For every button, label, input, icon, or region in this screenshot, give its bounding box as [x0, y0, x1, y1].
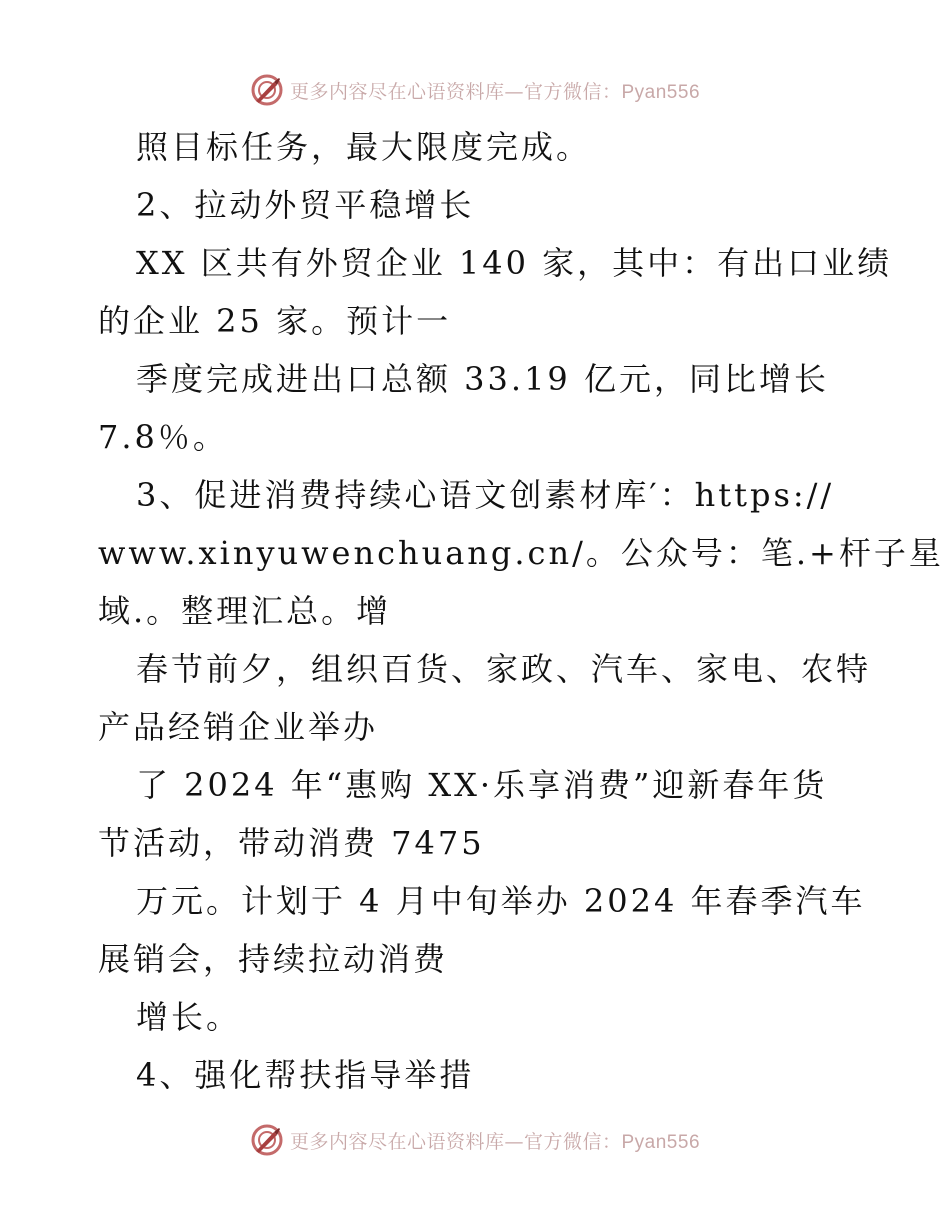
text-line: 产品经销企业举办 — [98, 708, 379, 746]
text-line: 3、促进消费持续心语文创素材库′：https:// — [136, 476, 835, 514]
header-watermark — [0, 70, 950, 110]
text-line: 增长。 — [136, 998, 242, 1036]
text-line: 展销会，持续拉动消费 — [98, 940, 449, 978]
pen-logo-icon — [250, 73, 284, 107]
text-line: 万元。计划于 4 月中旬举办 2024 年春季汽车 — [136, 882, 866, 920]
watermark-text: 更多内容尽在心语资料库—官方微信：Pyan556 — [289, 80, 701, 103]
text-line: 4、强化帮扶指导举措 — [136, 1056, 475, 1094]
text-line: 照目标任务，最大限度完成。 — [136, 128, 592, 166]
text-line: 了 2024 年“惠购 XX·乐享消费”迎新春年货 — [136, 766, 828, 804]
text-line: 季度完成进出口总额 33.19 亿元，同比增长 — [136, 360, 829, 398]
text-line: 域.。整理汇总。增 — [98, 592, 392, 630]
text-line: 春节前夕，组织百货、家政、汽车、家电、农特 — [136, 650, 872, 688]
footer-watermark — [0, 1120, 950, 1160]
text-line: www.xinyuwenchuang.cn/。公众号：笔.+杆子星 — [98, 534, 944, 572]
text-line: 7.8％。 — [98, 418, 228, 456]
pen-logo-icon — [250, 1123, 284, 1157]
text-line: XX 区共有外贸企业 140 家，其中：有出口业绩 — [136, 244, 893, 282]
document-body — [98, 118, 944, 1104]
watermark-text: 更多内容尽在心语资料库—官方微信：Pyan556 — [289, 1130, 701, 1153]
text-line: 的企业 25 家。预计一 — [98, 302, 452, 340]
text-line: 节活动，带动消费 7475 — [98, 824, 485, 862]
text-line: 2、拉动外贸平稳增长 — [136, 186, 475, 224]
